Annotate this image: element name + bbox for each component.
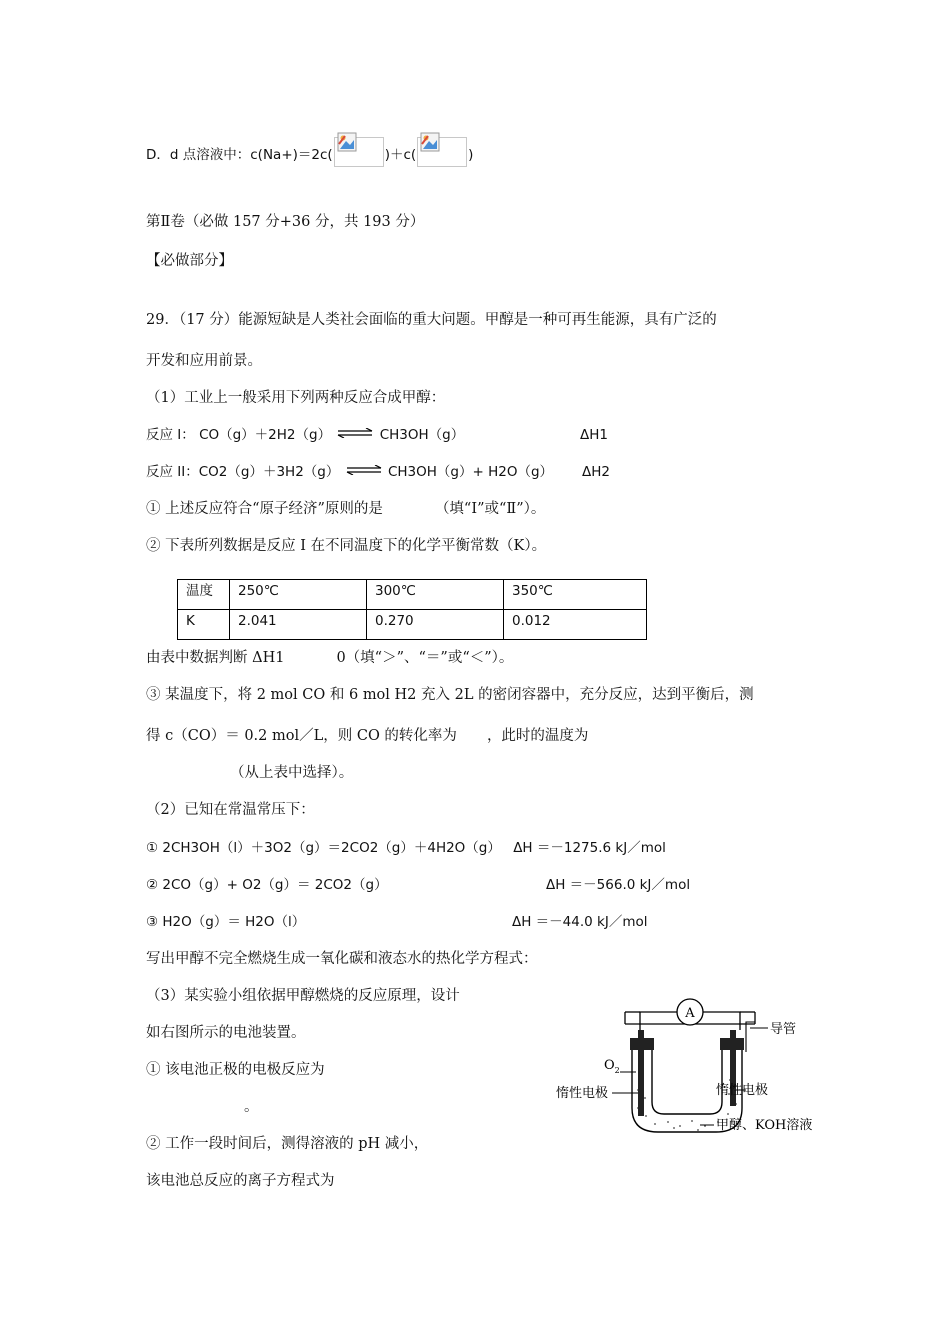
eq1-left: ① 2CH3OH（l）＋3O2（g）＝2CO2（g）＋4H2O（g） — [146, 840, 501, 856]
eq2-dh: ΔH ＝－566.0 kJ／mol — [546, 877, 691, 893]
option-d — [146, 137, 473, 167]
eq3-dh: ΔH ＝－44.0 kJ／mol — [512, 914, 648, 930]
q1b-judge-a: 由表中数据判断 ΔH1 — [146, 650, 285, 666]
table-cell: 0.012 — [504, 610, 647, 640]
q3a: ① 该电池正极的电极反应为 — [146, 1062, 325, 1078]
reaction-1-left: 反应 I： CO（g）＋2H2（g） — [146, 427, 332, 443]
option-d-prefix: D．d 点溶液中：c(Na+)＝2c( — [146, 147, 333, 163]
left-electrode-label: 惰性电极 — [556, 1086, 609, 1101]
q1a — [146, 499, 545, 519]
solution-label: 甲醇、KOH溶液 — [716, 1118, 813, 1133]
eq3-left: ③ H2O（g）＝ H2O（l） — [146, 914, 306, 930]
reaction-1-dh: ΔH1 — [580, 427, 608, 443]
option-d-mid: )＋c( — [384, 147, 417, 163]
q29-part1: （1）工业上一般采用下列两种反应合成甲醇： — [146, 390, 446, 406]
ammeter-label: A — [685, 1006, 695, 1021]
q29-part3b: 如右图所示的电池装置。 — [146, 1025, 306, 1041]
q1b: ② 下表所列数据是反应 I 在不同温度下的化学平衡常数（K）。 — [146, 538, 547, 554]
eq1-dh: ΔH ＝－1275.6 kJ／mol — [513, 840, 666, 856]
fuel-cell-diagram — [550, 990, 830, 1140]
table-cell: 0.270 — [367, 610, 504, 640]
table-cell: 350℃ — [504, 580, 647, 610]
q29-part3a: （3）某实验小组依据甲醇燃烧的反应原理，设计 — [146, 988, 460, 1004]
q1c-line2b: ，此时的温度为 — [486, 728, 589, 744]
o2-label: $O_2$ — [604, 1058, 620, 1075]
table-row — [178, 610, 647, 640]
equilibrium-arrow-icon — [337, 428, 373, 438]
q1b-judge-b: 0（填“＞”、“＝”或“＜”）。 — [336, 650, 514, 666]
equilibrium-constant-table — [177, 579, 647, 640]
reaction-1-right: CH3OH（g） — [379, 427, 465, 443]
q3b: ② 工作一段时间后，测得溶液的 pH 减小， — [146, 1136, 429, 1152]
table-cell: 2.041 — [230, 610, 367, 640]
table-cell: K — [178, 610, 230, 640]
table-row — [178, 580, 647, 610]
q3a-end: 。 — [244, 1099, 259, 1115]
section-title: 第Ⅱ卷（必做 157 分+36 分，共 193 分） — [146, 214, 425, 230]
table-cell: 温度 — [178, 580, 230, 610]
q1a-hint: （填“I”或“Ⅱ”）。 — [434, 501, 546, 517]
reaction-2-dh: ΔH2 — [582, 464, 610, 480]
q29-line1: 29．（17 分）能源短缺是人类社会面临的重大问题。甲醇是一种可再生能源，具有广泛的 — [146, 312, 717, 328]
reaction-1 — [146, 425, 464, 445]
q3c: 该电池总反应的离子方程式为 — [146, 1173, 335, 1189]
broken-image-icon — [334, 137, 384, 167]
eq1 — [146, 838, 666, 858]
q1c-line2 — [146, 726, 588, 746]
table-cell: 300℃ — [367, 580, 504, 610]
q29-part2: （2）已知在常温常压下： — [146, 802, 315, 818]
q29-line2: 开发和应用前景。 — [146, 353, 262, 369]
eq2-left: ② 2CO（g）+ O2（g）＝ 2CO2（g） — [146, 877, 388, 893]
q1a-text: ① 上述反应符合“原子经济”原则的是 — [146, 501, 383, 517]
reaction-2-left: 反应 II：CO2（g）＋3H2（g） — [146, 464, 340, 480]
tube-label: 导管 — [770, 1022, 797, 1037]
left-electrode — [638, 1030, 644, 1116]
q1c-line2a: 得 c（CO）＝ 0.2 mol／L，则 CO 的转化率为 — [146, 728, 457, 744]
q1c-line1: ③ 某温度下，将 2 mol CO 和 6 mol H2 充入 2L 的密闭容器中，充分反应，达到平衡后，测 — [146, 687, 754, 703]
q1b-judge — [146, 648, 513, 668]
equilibrium-arrow-icon — [346, 465, 382, 475]
option-d-suffix: ) — [468, 147, 474, 163]
q2: 写出甲醇不完全燃烧生成一氧化碳和液态水的热化学方程式： — [146, 951, 538, 967]
right-electrode-label: 惰性电极 — [716, 1083, 769, 1098]
required-part-heading: 【必做部分】 — [146, 253, 233, 269]
reaction-2-right: CH3OH（g）+ H2O（g） — [387, 464, 554, 480]
q1c-line3: （从上表中选择）。 — [230, 765, 354, 781]
reaction-2 — [146, 462, 553, 482]
table-cell: 250℃ — [230, 580, 367, 610]
broken-image-icon — [417, 137, 467, 167]
